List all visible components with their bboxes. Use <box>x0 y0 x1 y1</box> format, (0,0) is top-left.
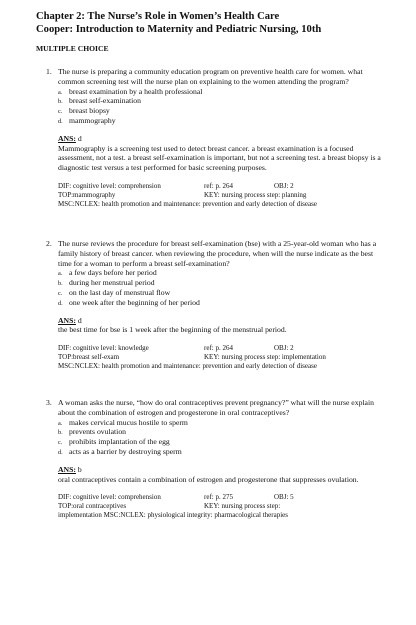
answer-value: d <box>77 133 82 143</box>
option-text: during her menstrual period <box>69 278 155 288</box>
difficulty: DIF: cognitive level: knowledge <box>58 344 149 353</box>
option-text: breast self-examination <box>69 96 141 106</box>
option-d <box>36 298 384 308</box>
keyword: KEY: nursing process step: <box>204 502 281 511</box>
msc-category: MSC:NCLEX: health promotion and maintenance: prevention and early detection of disease <box>58 199 317 208</box>
rationale: the best time for bse is 1 week after the beginning of the menstrual period. <box>58 325 287 335</box>
question-metadata <box>58 182 384 208</box>
option-letter: c. <box>58 108 63 116</box>
chapter-title: Chapter 2: The Nurse’s Role in Women’s Health Care <box>36 11 280 22</box>
topic: TOP:oral contraceptives <box>58 502 127 511</box>
option-a <box>36 87 384 97</box>
option-text: mammography <box>69 115 116 125</box>
option-letter: b. <box>58 280 63 288</box>
option-b <box>36 96 384 106</box>
option-text: breast biopsy <box>69 106 110 116</box>
answer-value: d <box>77 315 82 325</box>
option-d <box>36 447 384 457</box>
topic: TOP:mammography <box>58 190 116 199</box>
option-d <box>36 116 384 126</box>
answer-label: ANS: <box>58 315 76 325</box>
rationale: Mammography is a screening test used to detect breast cancer. a breast examination is a focused assessment, not a test. a breast self-examination is important, but not a screening test. a breast biopsy is a diagnostic test versus a test performed for basic screening purposes. <box>58 143 381 173</box>
reference: ref: p. 275 <box>204 493 233 502</box>
option-letter: c. <box>58 289 63 297</box>
option-text: one week after the beginning of her period <box>69 297 200 307</box>
rationale: oral contraceptives contain a combination of estrogen and progesterone that suppresses ovulation. <box>58 474 359 484</box>
question-number: 1. <box>46 67 52 76</box>
section-title: MULTIPLE CHOICE <box>36 44 109 53</box>
option-letter: b. <box>58 98 63 106</box>
reference: ref: p. 264 <box>204 344 233 353</box>
reference: ref: p. 264 <box>204 181 233 190</box>
option-b <box>36 427 384 437</box>
document-header <box>36 10 321 36</box>
question-stem <box>36 239 384 268</box>
option-c <box>36 437 384 447</box>
option-c <box>36 106 384 116</box>
option-letter: a. <box>58 270 63 278</box>
option-letter: d. <box>58 299 63 307</box>
objective: OBJ: 2 <box>274 344 294 353</box>
option-text: prohibits implantation of the egg <box>69 437 170 447</box>
option-text: makes cervical mucus hostile to sperm <box>69 417 188 427</box>
question-number: 3. <box>46 398 52 407</box>
option-letter: b. <box>58 429 63 437</box>
book-title: Cooper: Introduction to Maternity and Pediatric Nursing, 10th <box>36 24 322 35</box>
question-1 <box>36 67 384 208</box>
question-text: The nurse is preparing a community education program on preventive health care for women. what common screening test will the nurse plan on explaining to the women attending the program? <box>58 67 363 86</box>
answer-label: ANS: <box>58 464 76 474</box>
question-3 <box>36 398 384 520</box>
topic: TOP:breast self-exam <box>58 352 120 361</box>
option-text: breast examination by a health professional <box>69 86 203 96</box>
option-text: prevents ovulation <box>69 427 127 437</box>
keyword: KEY: nursing process step: implementation <box>204 352 326 361</box>
option-text: acts as a barrier by destroying sperm <box>69 446 182 456</box>
question-text: A woman asks the nurse, “how do oral contraceptives prevent pregnancy?” what will the nurse explain about the combination of estrogen and progesterone in oral contraceptives? <box>58 398 374 417</box>
difficulty: DIF: cognitive level: comprehension <box>58 493 161 502</box>
objective: OBJ: 2 <box>274 181 294 190</box>
question-text: The nurse reviews the procedure for breast self-examination (bse) with a 25-year-old woman who has a family history of breast cancer. when reviewing the procedure, when will the nurse indicate as the best time for a woman to perform a breast self-examination? <box>58 239 377 268</box>
answer-label: ANS: <box>58 133 76 143</box>
objective: OBJ: 5 <box>274 493 294 502</box>
question-stem <box>36 398 384 418</box>
option-c <box>36 288 384 298</box>
option-letter: a. <box>58 88 63 96</box>
option-letter: c. <box>58 439 63 447</box>
difficulty: DIF: cognitive level: comprehension <box>58 181 161 190</box>
option-a <box>36 268 384 278</box>
option-text: a few days before her period <box>69 268 157 278</box>
question-2 <box>36 239 384 371</box>
msc-category: MSC:NCLEX: health promotion and maintenance: prevention and early detection of disease <box>58 361 317 370</box>
keyword: KEY: nursing process step: planning <box>204 190 307 199</box>
answer-line <box>58 316 384 326</box>
question-stem <box>36 67 384 87</box>
option-letter: d. <box>58 117 63 125</box>
question-number: 2. <box>46 239 52 248</box>
answer-line <box>58 134 384 144</box>
answer-line <box>58 465 384 475</box>
option-text: on the last day of menstrual flow <box>69 287 171 297</box>
question-metadata <box>58 493 384 519</box>
option-b <box>36 278 384 288</box>
answer-value: b <box>77 464 82 474</box>
option-letter: d. <box>58 448 63 456</box>
msc-category: implementation MSC:NCLEX: physiological integrity: pharmacological therapies <box>58 510 288 519</box>
option-a <box>36 418 384 428</box>
option-letter: a. <box>58 419 63 427</box>
question-metadata <box>58 344 384 370</box>
